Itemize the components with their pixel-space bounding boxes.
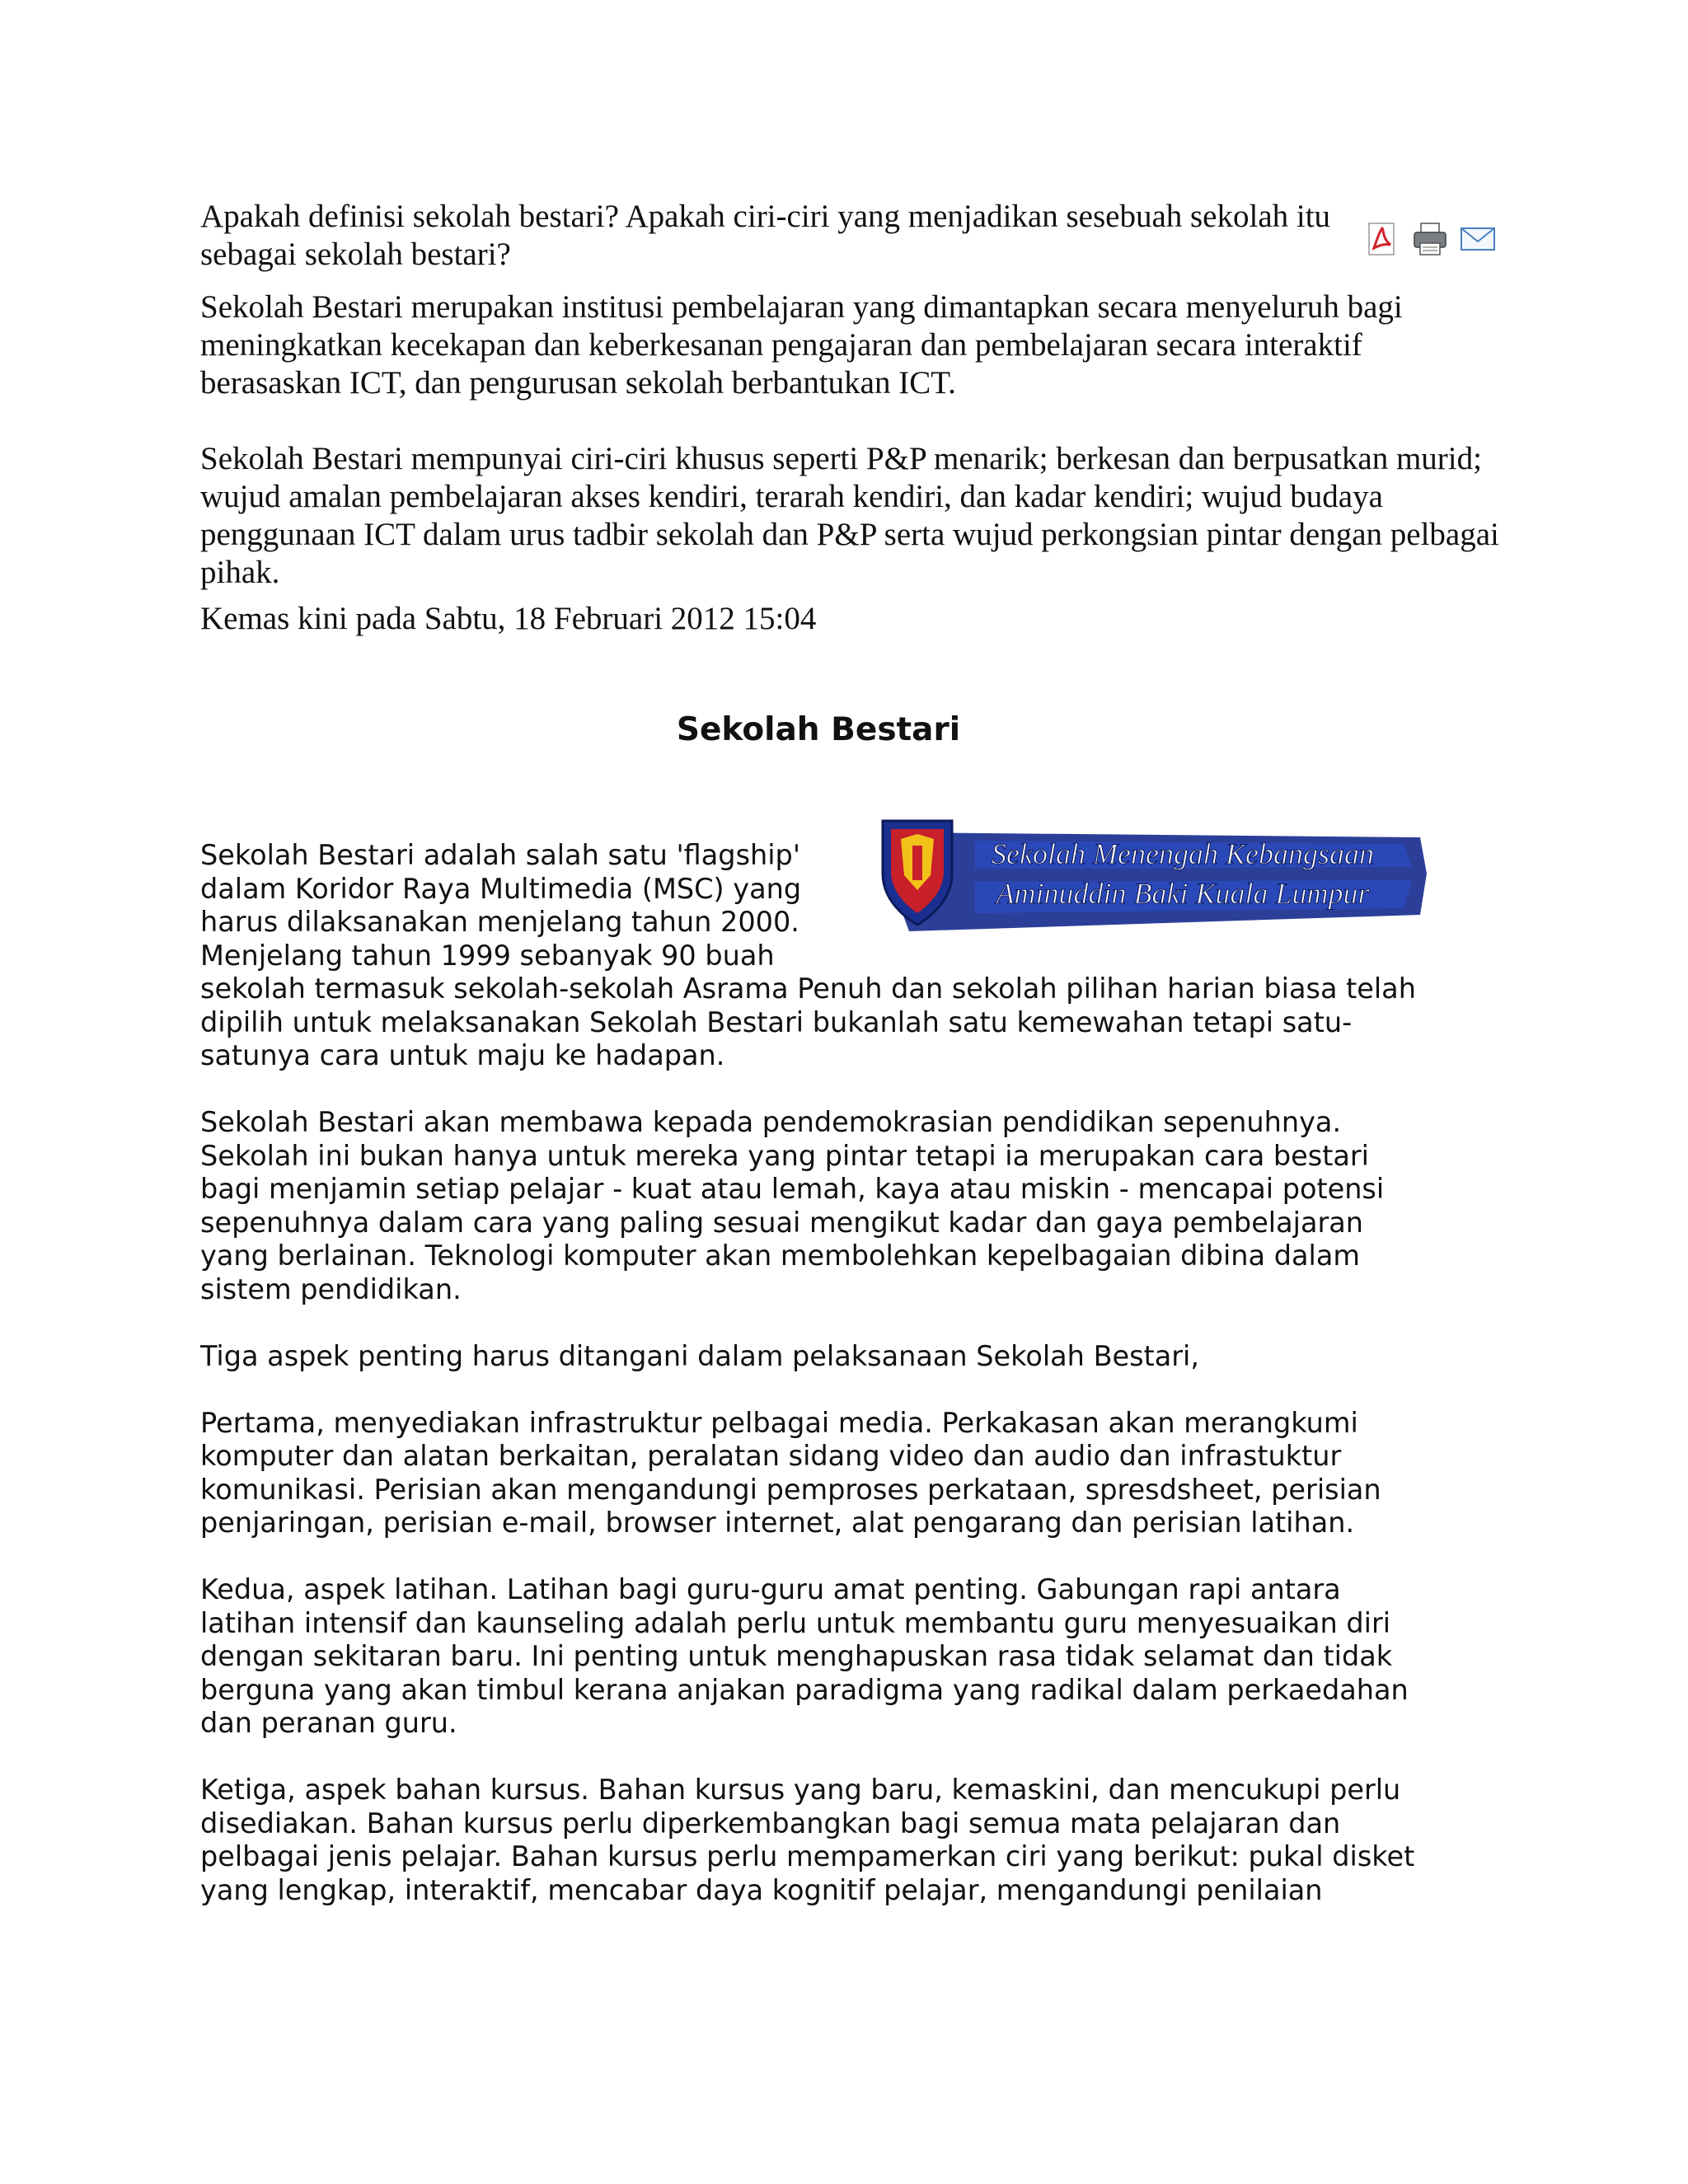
body-paragraph: Sekolah Bestari akan membawa kepada pendemokrasian pendidikan sepenuhnya. Sekolah ini bukan hanya untuk mereka yang pintar tetapi ia merupakan cara bestari bagi menjamin setiap pelajar - kuat atau lemah, kaya atau miskin - mencapai potensi sepenuhnya dalam cara yang paling sesuai mengikut kadar dan gaya pembelajaran yang berlainan. Teknologi komputer akan membolehkan kepelbagaian dibina dalam sistem pendidikan. bbox=[200, 1106, 1385, 1305]
body-paragraph: Kedua, aspek latihan. Latihan bagi guru-guru amat penting. Gabungan rapi antara latihan intensif dan kaunseling adalah perlu untuk membantu guru menyesuaikan diri dengan sekitaran baru. Ini penting untuk menghapuskan rasa tidak selamat dan tidak berguna yang akan timbul kerana anjakan paradigma yang radikal dalam perkaedahan dan peranan guru. bbox=[200, 1573, 1409, 1739]
email-icon[interactable] bbox=[1460, 221, 1496, 257]
intro-paragraph: Sekolah Bestari adalah salah satu 'flagship' dalam Koridor Raya Multimedia (MSC) yang harus dilaksanakan menjelang tahun 2000. Menjelang tahun 1999 sebanyak 90 buah sekolah termasuk sekolah-sekolah Asrama Penuh dan sekolah pilihan harian biasa telah dipilih untuk melaksanakan Sekolah Bestari bukanlah satu kemewahan tetapi satu-satunya cara untuk maju ke hadapan. bbox=[200, 839, 1416, 1071]
logo-text-line2: Aminuddin Baki Kuala Lumpur bbox=[996, 877, 1370, 910]
article-header bbox=[200, 198, 1503, 280]
intro-block bbox=[200, 839, 1503, 1073]
article-actions bbox=[1364, 221, 1496, 257]
logo-text-line1: Sekolah Menengah Kebangsaan bbox=[992, 837, 1374, 870]
pdf-icon[interactable] bbox=[1364, 221, 1400, 257]
article-title: Apakah definisi sekolah bestari? Apakah ciri-ciri yang menjadikan sesebuah sekolah itu sebagai sekolah bestari? bbox=[200, 199, 1331, 272]
article-paragraph: Sekolah Bestari merupakan institusi pembelajaran yang dimantapkan secara menyeluruh bagi meningkatkan kecekapan dan keberkesanan pengajaran dan pembelajaran secara interaktif berasaskan ICT, dan pengurusan sekolah berbantukan ICT. bbox=[200, 289, 1403, 401]
body-paragraph: Tiga aspek penting harus ditangani dalam pelaksanaan Sekolah Bestari, bbox=[200, 1339, 1200, 1372]
page bbox=[200, 198, 1503, 1907]
article-paragraph: Sekolah Bestari mempunyai ciri-ciri khusus seperti P&P menarik; berkesan dan berpusatkan murid; wujud amalan pembelajaran akses kendiri, terarah kendiri, dan kadar kendiri; wujud budaya penggunaan ICT dalam urus tadbir sekolah dan P&P serta wujud perkongsian pintar dengan pelbagai pihak. bbox=[200, 441, 1499, 590]
last-updated: Kemas kini pada Sabtu, 18 Februari 2012 15:04 bbox=[200, 601, 817, 636]
school-logo bbox=[876, 816, 1437, 940]
section-title: Sekolah Bestari bbox=[676, 711, 961, 748]
print-icon[interactable] bbox=[1412, 221, 1448, 257]
body-paragraph: Pertama, menyediakan infrastruktur pelbagai media. Perkakasan akan merangkumi komputer dan alatan berkaitan, peralatan sidang video dan audio dan infrastuktur komunikasi. Perisian akan mengandungi pemproses perkataan, spresdsheet, perisian penjaringan, perisian e-mail, browser internet, alat pengarang dan perisian latihan. bbox=[200, 1406, 1381, 1539]
body-paragraph: Ketiga, aspek bahan kursus. Bahan kursus yang baru, kemaskini, dan mencukupi perlu disediakan. Bahan kursus perlu diperkembangkan bagi semua mata pelajaran dan pelbagai jenis pelajar. Bahan kursus perlu mempamerkan ciri yang berikut: pukal disket yang lengkap, interaktif, mencabar daya kognitif pelajar, mengandungi penilaian bbox=[200, 1774, 1415, 1906]
